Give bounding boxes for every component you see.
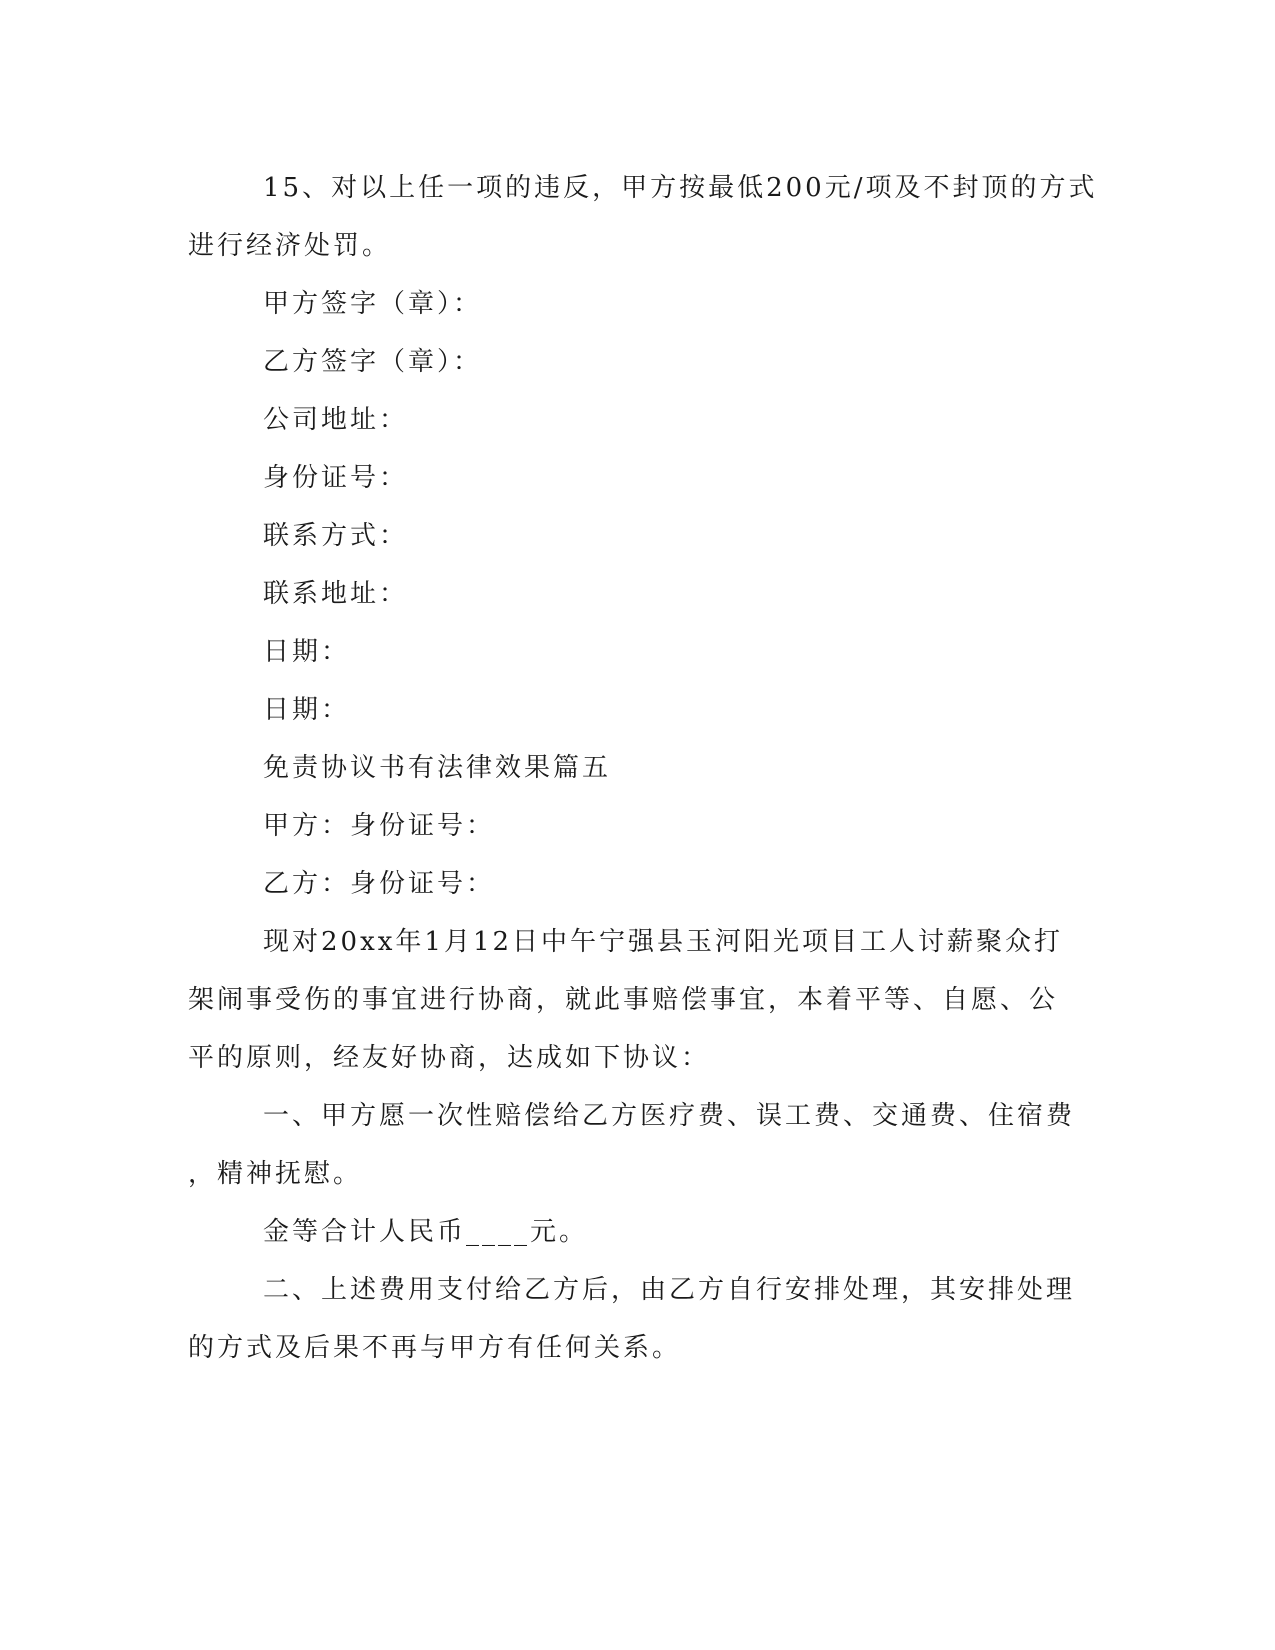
clause-2-line-2: 的方式及后果不再与甲方有任何关系。: [188, 1333, 682, 1363]
contact-address-label: 联系地址：: [263, 579, 409, 609]
party-a-id-label: 甲方：身份证号：: [263, 811, 496, 841]
intro-paragraph-line-3: 平的原则，经友好协商，达成如下协议：: [188, 1043, 711, 1073]
section-heading: 免责协议书有法律效果篇五: [263, 753, 612, 783]
party-a-signature-label: 甲方签字（章）：: [263, 289, 483, 319]
clause-1-line-1: 一、甲方愿一次性赔偿给乙方医疗费、误工费、交通费、住宿费: [263, 1101, 1076, 1131]
party-b-signature-label: 乙方签字（章）：: [263, 347, 483, 377]
party-b-id-label: 乙方：身份证号：: [263, 869, 496, 899]
clause-1-amount-line: 金等合计人民币____元。: [263, 1217, 589, 1247]
contact-method-label: 联系方式：: [263, 521, 409, 551]
clause-2-line-1: 二、上述费用支付给乙方后，由乙方自行安排处理，其安排处理: [263, 1275, 1076, 1305]
intro-paragraph-line-2: 架闹事受伤的事宜进行协商，就此事赔偿事宜，本着平等、自愿、公: [188, 985, 1059, 1015]
date-label-1: 日期：: [263, 637, 351, 667]
id-number-label: 身份证号：: [263, 463, 409, 493]
clause-1-line-2: ，精神抚慰。: [188, 1159, 363, 1189]
date-label-2: 日期：: [263, 695, 351, 725]
clause-15-line-2: 进行经济处罚。: [188, 231, 392, 261]
company-address-label: 公司地址：: [263, 405, 409, 435]
intro-paragraph-line-1: 现对20xx年1月12日中午宁强县玉河阳光项目工人讨薪聚众打: [263, 927, 1064, 957]
clause-15-line-1: 15、对以上任一项的违反，甲方按最低200元/项及不封顶的方式: [263, 173, 1098, 203]
